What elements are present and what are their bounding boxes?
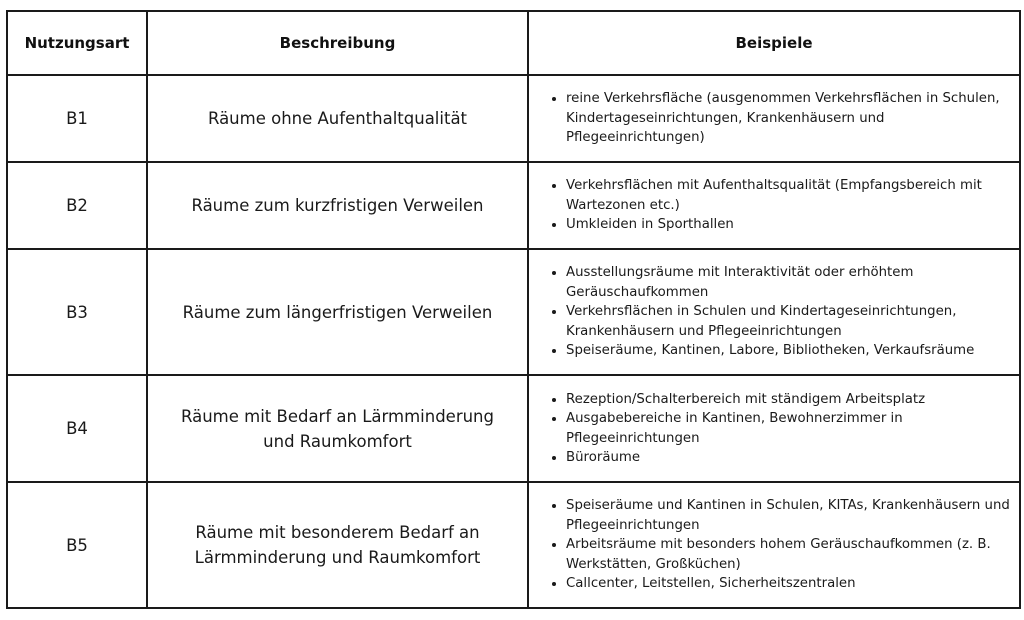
- usage-description: Räume zum kurzfristigen Verweilen: [147, 162, 528, 249]
- list-item: • Speiseräume, Kantinen, Labore, Bibliotheken, Verkaufsräume: [566, 341, 1011, 361]
- usage-description: Räume zum längerfristigen Verweilen: [147, 249, 528, 375]
- usage-code: B3: [7, 249, 147, 375]
- table-row: [7, 75, 1020, 162]
- header-examples: Beispiele: [528, 11, 1020, 75]
- list-item: • Callcenter, Leitstellen, Sicherheitszentralen: [566, 574, 1011, 594]
- usage-examples: [528, 75, 1020, 162]
- usage-examples: [528, 375, 1020, 482]
- header-row: [7, 11, 1020, 75]
- list-item: • Ausgabebereiche in Kantinen, Bewohnerzimmer in Pflegeeinrichtungen: [566, 409, 1011, 448]
- examples-list: [551, 390, 1011, 468]
- usage-examples: [528, 482, 1020, 608]
- table-row: [7, 162, 1020, 249]
- usage-code: B4: [7, 375, 147, 482]
- list-item: • reine Verkehrsfläche (ausgenommen Verkehrsflächen in Schulen, Kindertageseinrichtungen, Krankenhäusern und Pflegeeinrichtungen): [566, 89, 1011, 148]
- usage-description: [147, 482, 528, 608]
- list-item: • Speiseräume und Kantinen in Schulen, KITAs, Krankenhäusern und Pflegeeinrichtungen: [566, 496, 1011, 535]
- header-usage-type: Nutzungsart: [7, 11, 147, 75]
- usage-code: B1: [7, 75, 147, 162]
- table-row: [7, 482, 1020, 608]
- usage-examples: [528, 249, 1020, 375]
- examples-list: [551, 176, 1011, 235]
- list-item: • Ausstellungsräume mit Interaktivität oder erhöhtem Geräuschaufkommen: [566, 263, 1011, 302]
- usage-description: Räume ohne Aufenthaltqualität: [147, 75, 528, 162]
- list-item: • Büroräume: [566, 448, 1011, 468]
- usage-code: B5: [7, 482, 147, 608]
- description-line: und Raumkomfort: [263, 431, 412, 451]
- usage-type-table: [6, 10, 1021, 609]
- description-line: Lärmminderung und Raumkomfort: [194, 548, 481, 567]
- list-item: • Arbeitsräume mit besonders hohem Geräuschaufkommen (z. B. Werkstätten, Großküchen): [566, 535, 1011, 574]
- usage-description: [147, 375, 528, 482]
- table-row: [7, 249, 1020, 375]
- description-line: Räume mit Bedarf an Lärmminderung: [180, 406, 494, 426]
- description-line: Räume mit besonderem Bedarf an: [195, 523, 480, 542]
- examples-list: [551, 496, 1011, 594]
- usage-code: B2: [7, 162, 147, 249]
- list-item: • Verkehrsflächen in Schulen und Kindertageseinrichtungen, Krankenhäusern und Pflegeeinrichtungen: [566, 302, 1011, 341]
- examples-list: [551, 89, 1011, 148]
- usage-examples: [528, 162, 1020, 249]
- list-item: • Verkehrsflächen mit Aufenthaltsqualität (Empfangsbereich mit Wartezonen etc.): [566, 176, 1011, 215]
- table-row: [7, 375, 1020, 482]
- list-item: • Umkleiden in Sporthallen: [566, 215, 1011, 235]
- header-description: Beschreibung: [147, 11, 528, 75]
- examples-list: [551, 263, 1011, 361]
- list-item: • Rezeption/Schalterbereich mit ständigem Arbeitsplatz: [566, 390, 1011, 410]
